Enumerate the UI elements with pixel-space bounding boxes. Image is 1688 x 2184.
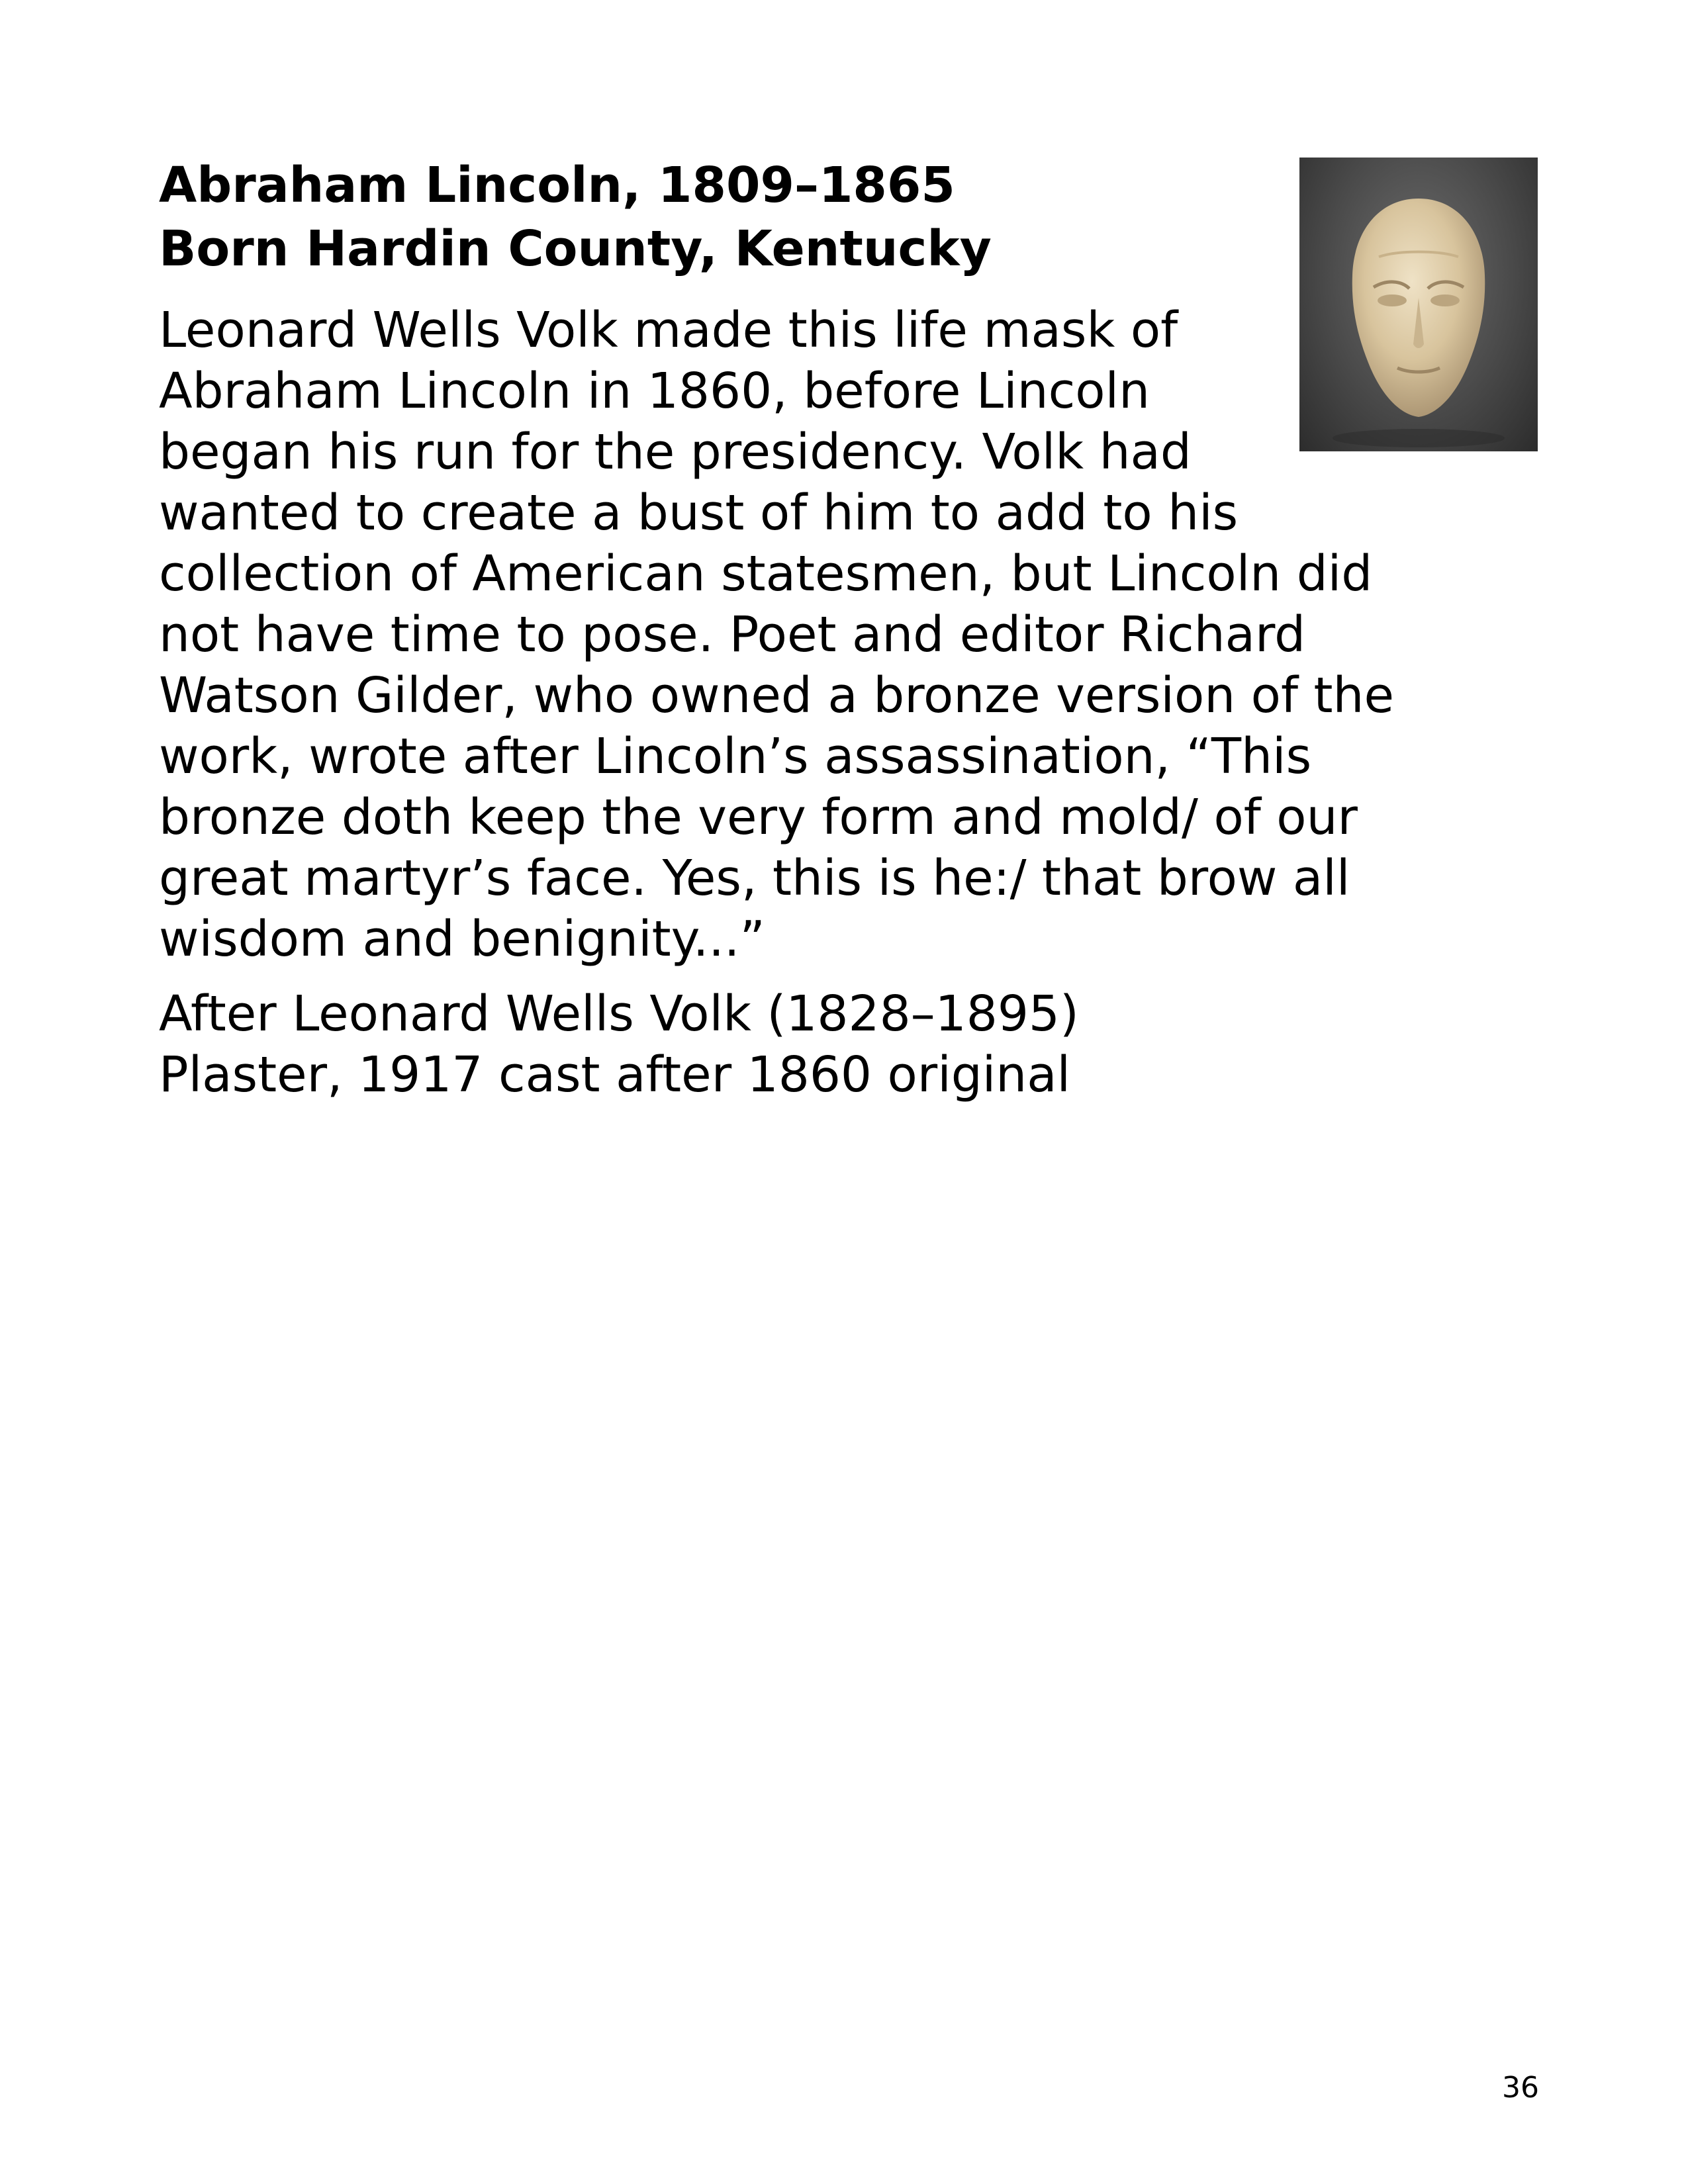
description-line: began his run for the presidency. Volk had [159, 424, 1192, 480]
description-line: Leonard Wells Volk made this life mask of [159, 302, 1178, 359]
description-line: Watson Gilder, who owned a bronze version of the [159, 667, 1394, 724]
artwork-credit [159, 983, 1523, 1105]
description-paragraph [159, 300, 1523, 970]
description-line: Abraham Lincoln in 1860, before Lincoln [159, 363, 1150, 420]
page-number: 36 [1502, 2071, 1539, 2105]
credit-artist: After Leonard Wells Volk (1828–1895) [159, 985, 1079, 1042]
description-line: great martyr’s face. Yes, this is he:/ that brow all [159, 850, 1350, 907]
description-line: bronze doth keep the very form and mold/ of our [159, 789, 1358, 846]
description-line: collection of American statesmen, but Lincoln did [159, 545, 1373, 602]
page-heading [159, 154, 1251, 281]
heading-birthplace: Born Hardin County, Kentucky [159, 220, 992, 277]
description-line: not have time to pose. Poet and editor Richard [159, 606, 1306, 663]
credit-medium: Plaster, 1917 cast after 1860 original [159, 1046, 1071, 1103]
description-line: work, wrote after Lincoln’s assassination, “This [159, 728, 1312, 785]
description-line: wisdom and benignity...” [159, 911, 765, 968]
description-line: wanted to create a bust of him to add to his [159, 484, 1239, 541]
heading-title: Abraham Lincoln, 1809–1865 [159, 157, 955, 214]
